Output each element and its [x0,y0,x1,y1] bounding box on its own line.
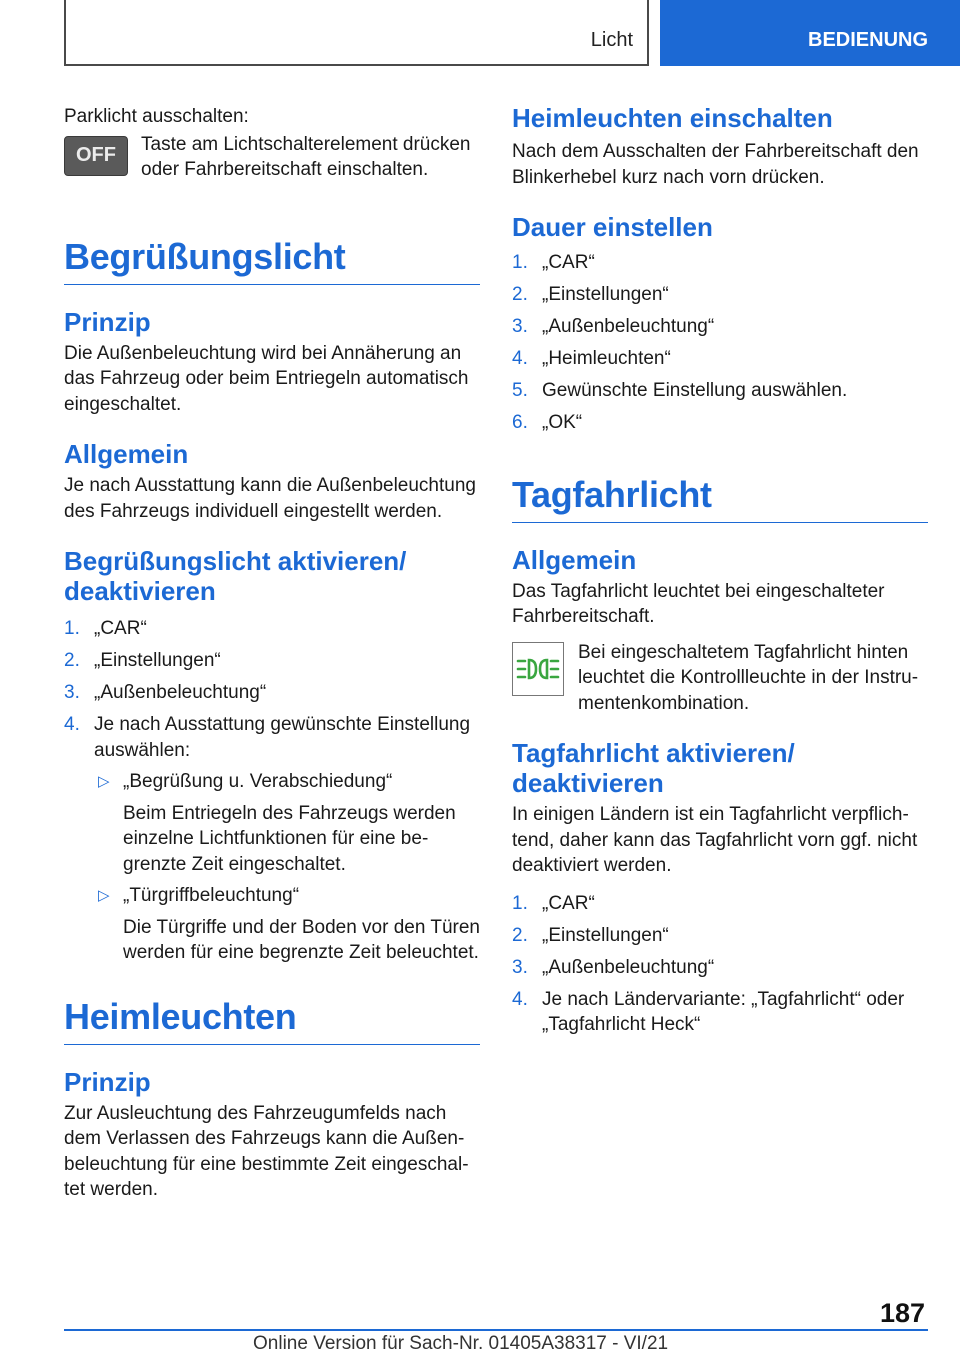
list-item: 2. „Einstellungen“ [64,650,221,671]
allgemein-1-text: Je nach Ausstattung kann die Außenbeleuchtung des Fahrzeugs individuell eingestellt werden. [64,475,476,522]
list-item: 1. „CAR“ [64,618,147,639]
list-item: 2. „Einstellungen“ [512,924,669,946]
chapter-tagfahrlicht: Tagfahrlicht [512,474,928,523]
list-item: 4. „Heimleuchten“ [512,348,671,369]
list-item: 4. Je nach Ausstattung gewünschte Einstellung auswählen: ▷ „Begrüßung u. Verabschiedung“ Beim Entriegeln des Fahrzeugs werden einzelne Lichtfunktionen für eine begrenzte Zeit eingeschaltet. ▷ „Türgriffbeleuchtung“ Die Türgriffe und der Boden vor den Türen werden für eine begrenzte Zeit beleuchtet. [64,712,480,966]
option-list [94,769,480,966]
triangle-bullet-icon: ▷ [98,887,110,904]
list-item: 3. „Außenbeleuchtung“ [64,682,267,703]
option-item: ▷ „Türgriffbeleuchtung“ Die Türgriffe und der Boden vor den Türen werden für eine begrenzte Zeit beleuchtet. [94,883,480,966]
option-description: Die Türgriffe und der Boden vor den Türen werden für eine begrenzte Zeit beleuchtet. [123,916,481,963]
dauer-steps [512,250,928,436]
drl-indicator-row [512,640,928,717]
list-item: 3. „Außenbeleuchtung“ [512,956,715,978]
footer-online-version: Online Version für Sach-Nr. 01405A38317 - VI/21 [253,1333,669,1354]
section-allgemein-2: Allgemein [512,544,637,575]
parklight-intro: Parklicht ausschalten: [64,106,249,127]
list-item: 3. „Außenbeleuchtung“ [512,316,715,337]
section-dauer-einstellen: Dauer einstellen [512,212,713,242]
drl-indicator-text: Bei eingeschaltetem Tagfahrlicht hinten leuchtet die Kontrollleuchte in der Instrumentenkombination. [578,641,919,714]
left-column [64,100,480,1203]
section-prinzip-1: Prinzip [64,306,151,337]
list-item: 6. „OK“ [512,412,583,433]
header-chapter-tab [660,0,960,66]
header-section-title: Licht [590,29,633,51]
tagfahrlicht-steps [512,891,928,1038]
daytime-running-light-icon [512,642,564,696]
heimleuchten-text: Nach dem Ausschalten der Fahrbereitschaft den Blinkerhebel kurz nach vorn drücken. [512,141,919,188]
list-item: 1. „CAR“ [512,892,595,914]
off-instruction: Taste am Lichtschalterelement drücken oder Fahrbereitschaft einschalten. [141,133,471,180]
list-item: 2. „Einstellungen“ [512,284,669,305]
allgemein-2-text: Das Tagfahrlicht leuchtet bei eingeschalteter Fahrbereitschaft. [512,580,885,627]
section-allgemein-1: Allgemein [64,439,189,469]
off-icon-row [64,132,480,183]
section-begruessungslicht-activate: Begrüßungslicht aktivieren/ deaktivieren [64,546,407,606]
section-tagfahrlicht-activate: Tagfahrlicht aktivieren/ deaktivieren [512,738,795,798]
prinzip-2-text: Zur Ausleuchtung des Fahrzeugumfelds nach dem Verlassen des Fahrzeugs kann die Außenbeleuchtung für eine bestimmte Zeit eingeschaltet werden. [64,1102,469,1200]
list-item: 4. Je nach Ländervariante: „Tagfahrlicht“ oder „Tagfahrlicht Heck“ [512,988,905,1035]
header-section-box [64,0,649,66]
list-item: 5. Gewünschte Einstellung auswählen. [512,380,848,401]
page-number: 187 [880,1298,926,1328]
section-heimleuchten-einschalten: Heimleuchten einschalten [512,103,833,133]
option-description: Beim Entriegeln des Fahrzeugs werden einzelne Lichtfunktionen für eine begrenzte Zeit eingeschaltet. [123,802,456,875]
prinzip-1-text: Die Außenbeleuchtung wird bei Annäherung an das Fahrzeug oder beim Entriegeln automatisch eingeschaltet. [64,342,469,415]
chapter-heimleuchten: Heimleuchten [64,996,480,1045]
begruessungslicht-steps [64,616,480,966]
header-chapter-title: BEDIENUNG [808,29,929,51]
tagfahrlicht-activate-text: In einigen Ländern ist ein Tagfahrlicht verpflichtend, daher kann das Tagfahrlicht vorn ggf. nicht deaktiviert werden. [512,804,918,876]
right-column [512,100,928,1044]
triangle-bullet-icon: ▷ [98,773,110,790]
off-button-icon: OFF [64,136,128,176]
footer-divider [64,1329,928,1331]
list-item: 1. „CAR“ [512,252,595,273]
chapter-begruessungslicht: Begrüßungslicht [64,236,480,285]
option-item: ▷ „Begrüßung u. Verabschiedung“ Beim Entriegeln des Fahrzeugs werden einzelne Lichtfunktionen für eine begrenzte Zeit eingeschaltet. [94,769,480,877]
section-prinzip-2: Prinzip [64,1066,151,1097]
